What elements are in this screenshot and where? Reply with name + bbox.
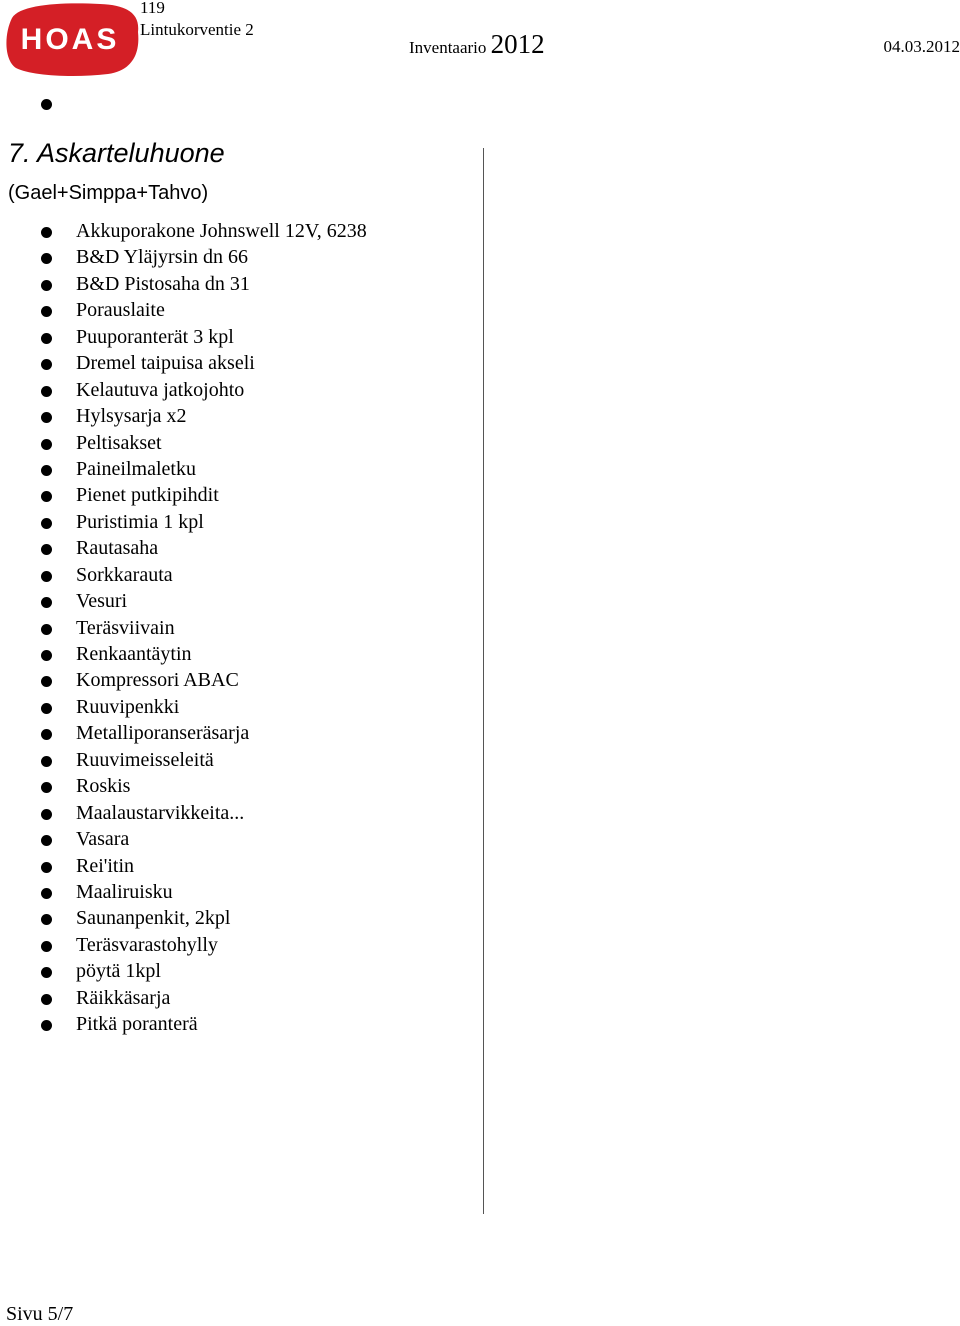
bullet-icon — [41, 386, 52, 397]
bullet-icon — [41, 227, 52, 238]
list-item-label: Saunanpenkit, 2kpl — [76, 905, 230, 931]
header-title — [409, 30, 545, 62]
list-item-label: Metalliporanseräsarja — [76, 720, 249, 746]
list-item-label: Puuporanterät 3 kpl — [76, 324, 234, 350]
bullet-icon — [41, 941, 52, 952]
bullet-icon — [41, 835, 52, 846]
hoas-logo — [4, 2, 140, 76]
list-item-label: Ruuvimeisseleitä — [76, 747, 214, 773]
header-number: 119 — [140, 0, 165, 18]
section-subtitle: (Gael+Simppa+Tahvo) — [8, 180, 208, 206]
section-title: 7. Askarteluhuone — [8, 136, 225, 170]
bullet-icon — [41, 809, 52, 820]
bullet-icon — [41, 782, 52, 793]
bullet-icon — [41, 994, 52, 1005]
list-item-label: B&D Pistosaha dn 31 — [76, 271, 250, 297]
bullet-icon — [41, 914, 52, 925]
bullet-icon — [41, 703, 52, 714]
list-item-label: Renkaantäytin — [76, 641, 192, 667]
list-item-label: Roskis — [76, 773, 130, 799]
logo-text: HOAS — [21, 23, 120, 56]
bullet-icon — [41, 333, 52, 344]
list-item-label: Dremel taipuisa akseli — [76, 350, 255, 376]
bullet-icon — [41, 597, 52, 608]
bullet-icon — [41, 280, 52, 291]
list-item-label: Sorkkarauta — [76, 562, 173, 588]
list-item-label: Teräsvarastohylly — [76, 932, 218, 958]
bullet-icon — [41, 465, 52, 476]
bullet-icon — [41, 491, 52, 502]
header-year: 2012 — [491, 29, 545, 59]
list-item-label: Hylsysarja x2 — [76, 403, 187, 429]
bullet-icon — [41, 359, 52, 370]
list-item-label: Pitkä poranterä — [76, 1011, 198, 1037]
list-item-label: Vesuri — [76, 588, 127, 614]
column-divider — [483, 148, 484, 1214]
list-item-label: Pienet putkipihdit — [76, 482, 219, 508]
bullet-icon — [41, 518, 52, 529]
list-item-label: Porauslaite — [76, 297, 165, 323]
bullet-icon — [41, 729, 52, 740]
bullet-icon — [41, 253, 52, 264]
list-item-label: Teräsviivain — [76, 615, 175, 641]
bullet-icon — [41, 888, 52, 899]
list-item-label: Vasara — [76, 826, 129, 852]
list-item-label: Maaliruisku — [76, 879, 173, 905]
list-item-label: Paineilmaletku — [76, 456, 196, 482]
list-item-label: Puristimia 1 kpl — [76, 509, 204, 535]
header-address: Lintukorventie 2 — [140, 20, 254, 40]
list-item-label: Rautasaha — [76, 535, 158, 561]
bullet-icon — [41, 862, 52, 873]
list-item-label: B&D Yläjyrsin dn 66 — [76, 244, 248, 270]
list-item-label: Rei'itin — [76, 853, 134, 879]
bullet-marker — [41, 99, 52, 110]
header-date: 04.03.2012 — [884, 37, 960, 57]
page-footer: Sivu 5/7 — [6, 1302, 73, 1326]
header-title-text: Inventaario — [409, 38, 486, 57]
list-item-label: pöytä 1kpl — [76, 958, 161, 984]
bullet-icon — [41, 624, 52, 635]
bullet-icon — [41, 439, 52, 450]
list-item-label: Ruuvipenkki — [76, 694, 179, 720]
list-item-label: Maalaustarvikkeita... — [76, 800, 244, 826]
bullet-icon — [41, 1020, 52, 1031]
bullet-icon — [41, 571, 52, 582]
bullet-icon — [41, 412, 52, 423]
bullet-icon — [41, 544, 52, 555]
bullet-icon — [41, 756, 52, 767]
bullet-icon — [41, 306, 52, 317]
list-item-label: Kompressori ABAC — [76, 667, 239, 693]
bullet-icon — [41, 650, 52, 661]
bullet-icon — [41, 676, 52, 687]
list-item-label: Räikkäsarja — [76, 985, 170, 1011]
list-item-label: Peltisakset — [76, 430, 162, 456]
bullet-icon — [41, 967, 52, 978]
list-item-label: Akkuporakone Johnswell 12V, 6238 — [76, 218, 367, 244]
list-item-label: Kelautuva jatkojohto — [76, 377, 244, 403]
